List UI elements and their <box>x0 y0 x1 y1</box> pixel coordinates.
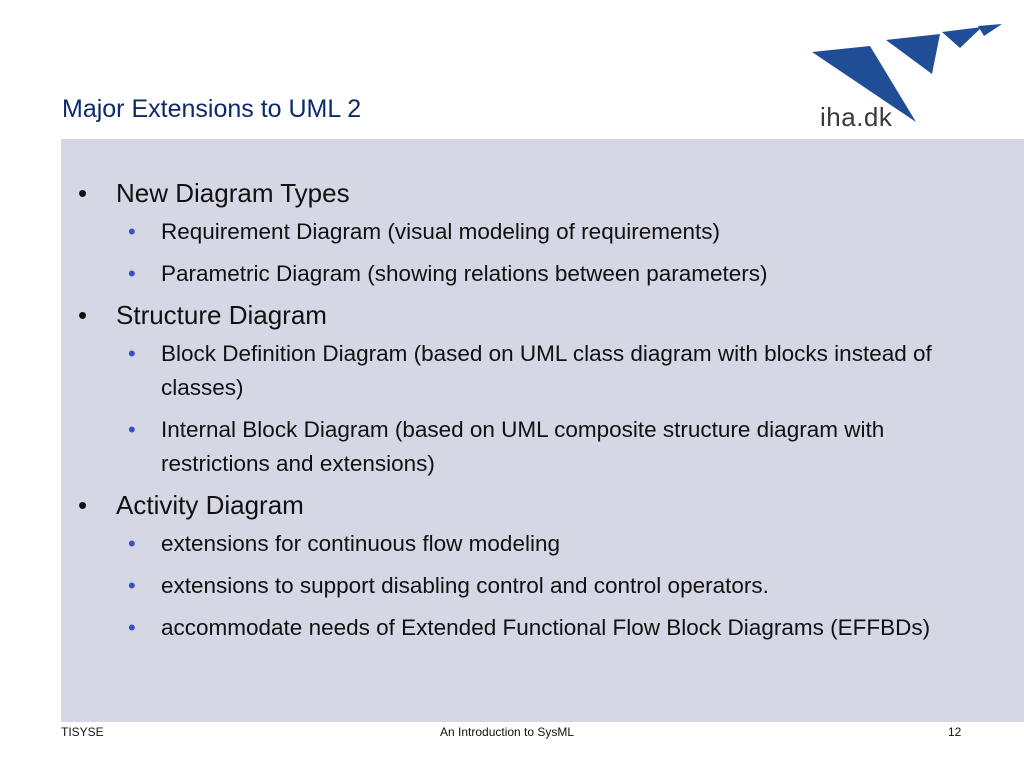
sub-bullet-icon: • <box>128 417 136 442</box>
sub-bullet-text: Block Definition Diagram (based on UML class diagram with blocks instead of classes) <box>161 341 932 400</box>
sub-bullet-icon: • <box>128 573 136 598</box>
sub-bullet-icon: • <box>128 615 136 640</box>
bullet-list <box>61 177 941 653</box>
bullet-text: Structure Diagram <box>116 300 327 330</box>
footer-page-number: 12 <box>948 725 962 739</box>
sub-bullet-text: Parametric Diagram (showing relations between parameters) <box>161 261 768 286</box>
slide-title: Major Extensions to UML 2 <box>62 95 362 123</box>
footer-title: An Introduction to SysML <box>440 725 575 739</box>
bullet-icon: • <box>78 490 88 520</box>
sub-bullet-item <box>61 257 941 291</box>
bullet-text: New Diagram Types <box>116 178 350 208</box>
sub-bullet-item <box>61 215 941 249</box>
bullet-item <box>61 299 941 481</box>
sub-bullet-item <box>61 569 941 603</box>
sub-bullet-icon: • <box>128 261 136 286</box>
bullet-icon: • <box>78 178 88 208</box>
sub-bullet-text: Requirement Diagram (visual modeling of requirements) <box>161 219 720 244</box>
logo-text: iha.dk <box>820 102 893 132</box>
bullet-icon: • <box>78 300 88 330</box>
sub-bullet-text: extensions for continuous flow modeling <box>161 531 560 556</box>
sub-bullet-text: Internal Block Diagram (based on UML composite structure diagram with restrictions and extensions) <box>161 417 885 476</box>
bullet-item <box>61 489 941 645</box>
sub-bullet-item <box>61 413 941 481</box>
sub-bullet-icon: • <box>128 531 136 556</box>
sub-bullet-icon: • <box>128 219 136 244</box>
bullet-text: Activity Diagram <box>116 490 304 520</box>
sub-bullet-icon: • <box>128 341 136 366</box>
sub-bullet-text: extensions to support disabling control and control operators. <box>161 573 769 598</box>
sub-bullet-text: accommodate needs of Extended Functional Flow Block Diagrams (EFFBDs) <box>161 615 931 640</box>
sub-bullet-item <box>61 527 941 561</box>
sub-bullet-item <box>61 611 941 645</box>
footer-course: TISYSE <box>61 725 104 739</box>
sub-bullet-item <box>61 337 941 405</box>
bullet-item <box>61 177 941 291</box>
content-area <box>61 139 1024 722</box>
